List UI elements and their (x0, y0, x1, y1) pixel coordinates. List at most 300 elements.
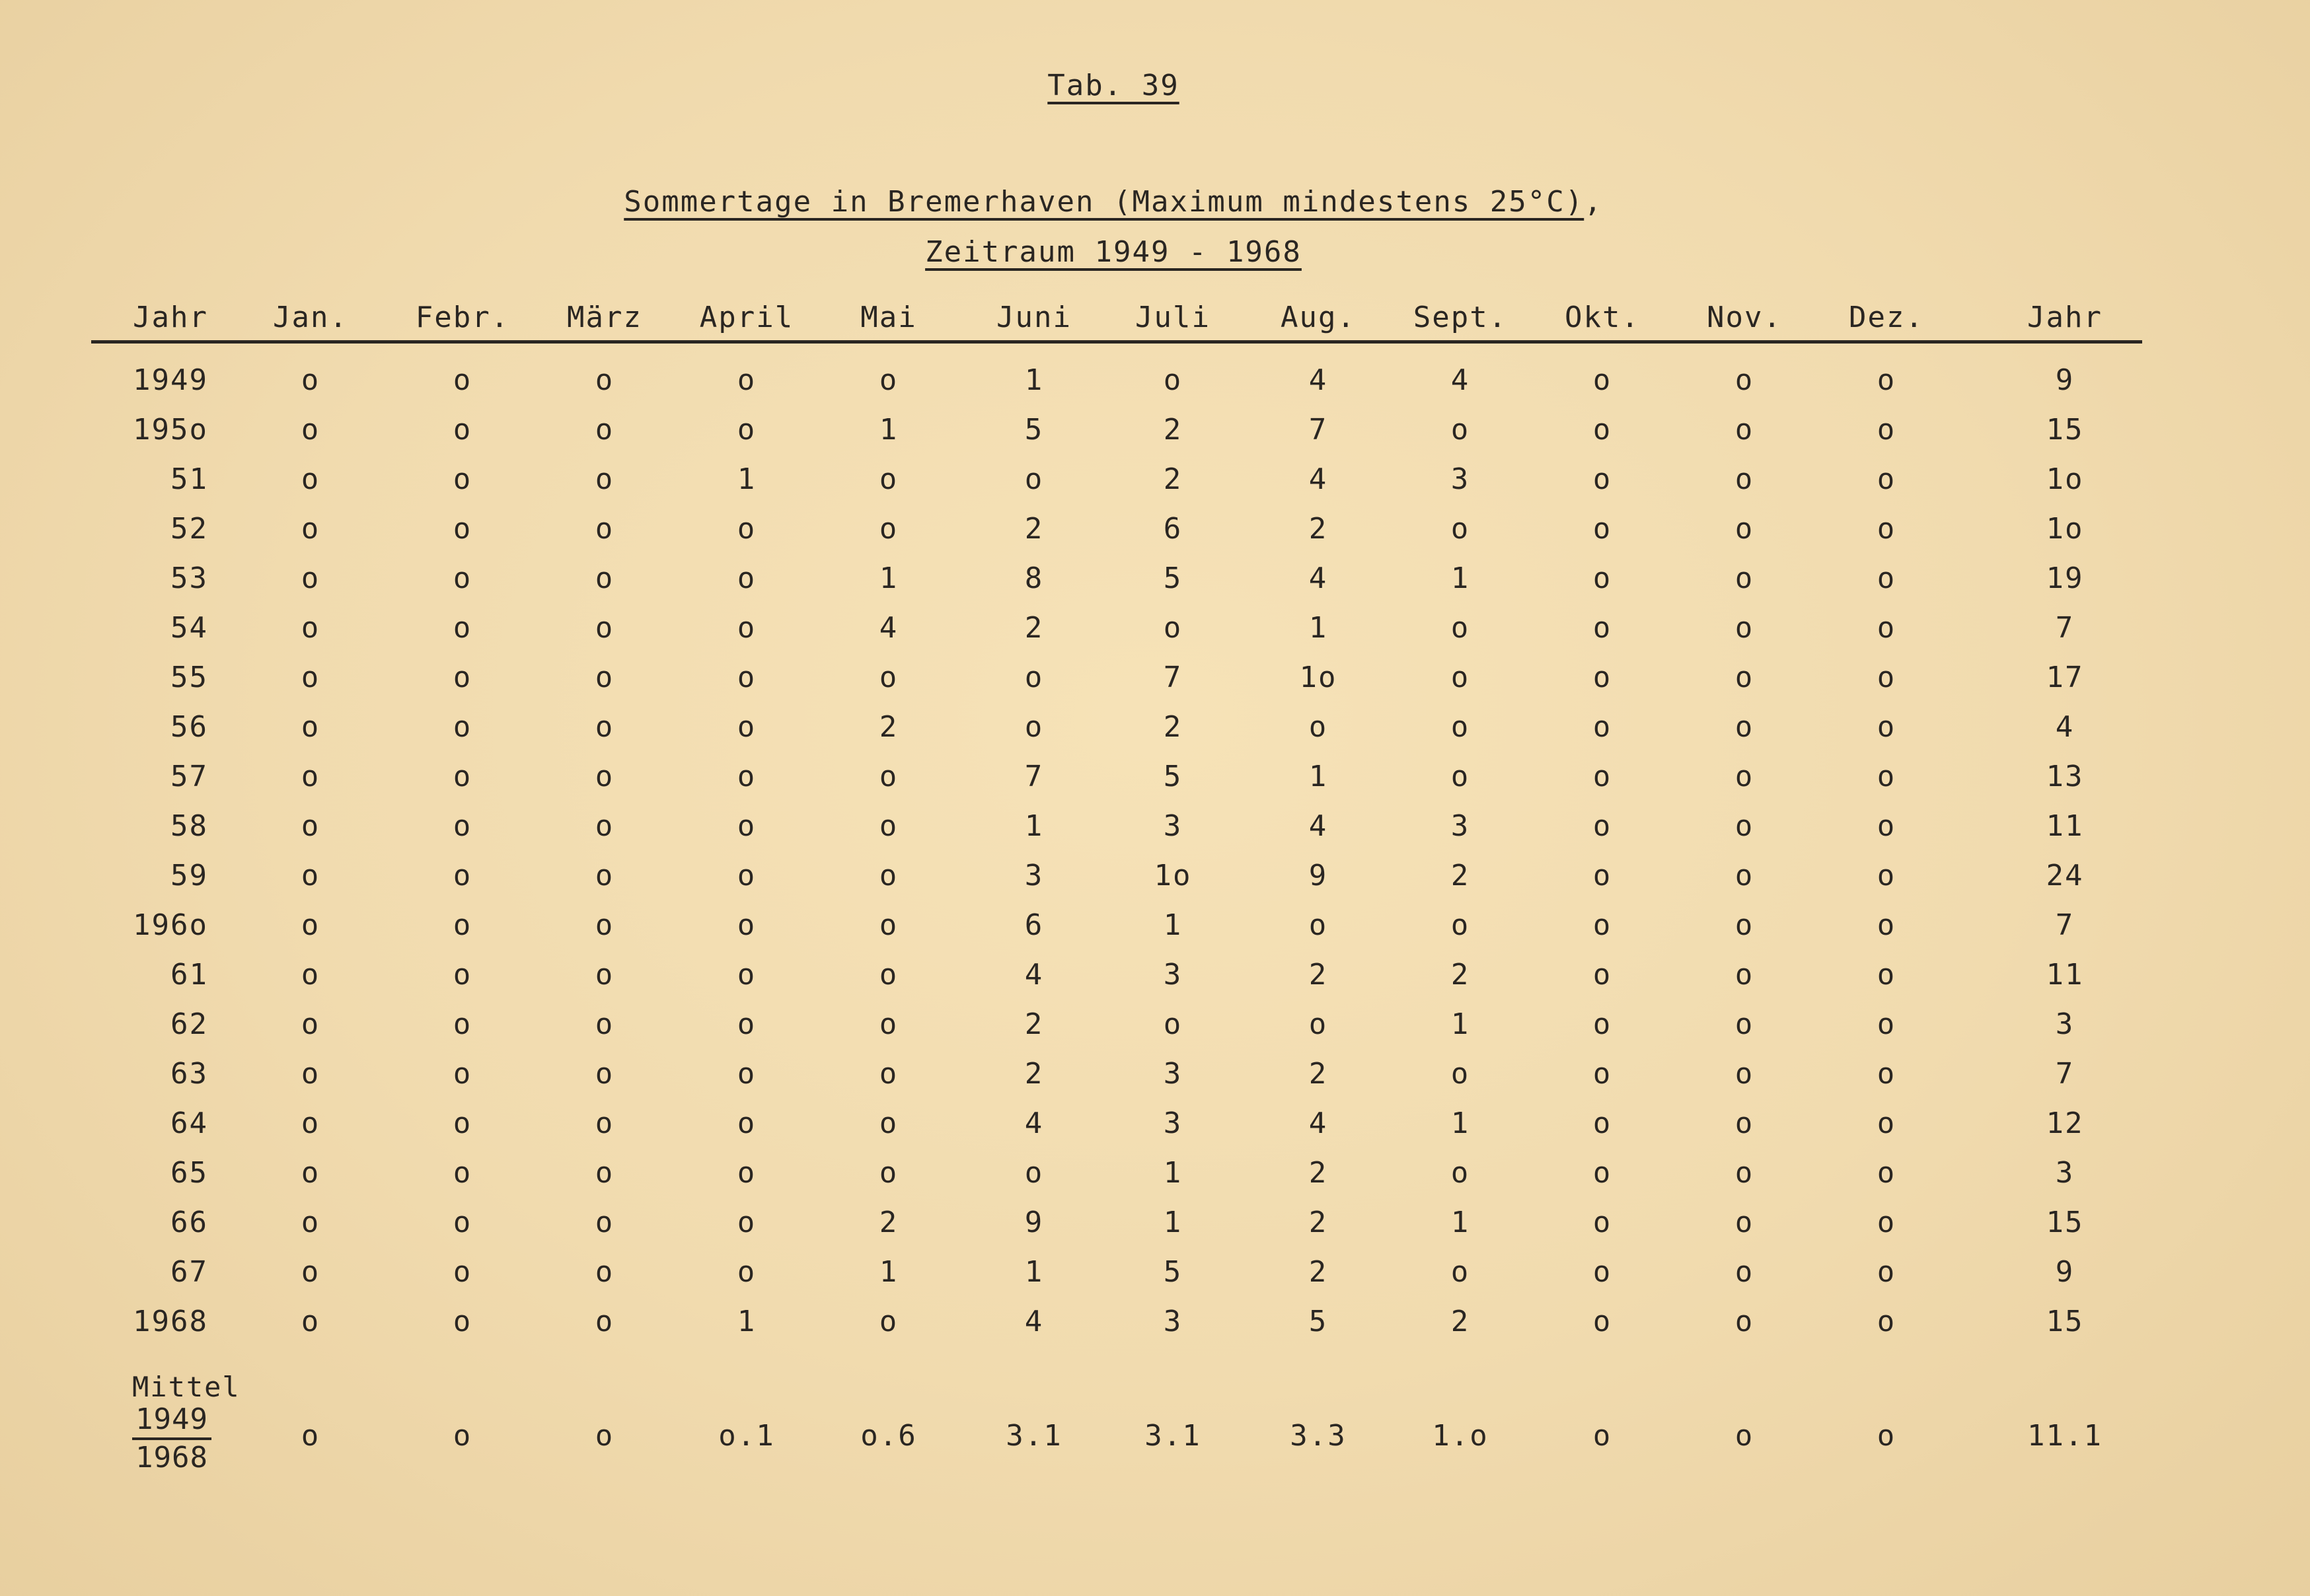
table-cell: o (1734, 462, 1754, 496)
table-cell: 3 (1163, 809, 1183, 843)
column-header: Nov. (1707, 301, 1782, 334)
table-cell: 9 (1308, 859, 1328, 892)
table-cell: 1 (1450, 1106, 1470, 1140)
table-cell: o (1734, 413, 1754, 447)
table-cell: 1 (1163, 908, 1183, 942)
table-cell: o (1450, 1057, 1470, 1091)
table-title-comma: , (1584, 185, 1603, 219)
table-cell: o (1592, 958, 1612, 992)
table-cell: o (595, 661, 615, 694)
table-cell: o (453, 1255, 472, 1289)
mittel-cell: o (1592, 1419, 1612, 1453)
table-cell: o (737, 1156, 757, 1190)
column-header: Juni (996, 301, 1072, 334)
table-cell: 8 (1024, 562, 1044, 595)
table-cell: o (1877, 462, 1896, 496)
table-cell: o (453, 1057, 472, 1091)
column-header: Juli (1135, 301, 1211, 334)
table-cell: 2 (1024, 611, 1044, 645)
table-cell: o (595, 710, 615, 744)
table-cell: 2 (1024, 1057, 1044, 1091)
table-cell: o (1734, 1007, 1754, 1041)
row-year: 55 (170, 661, 208, 694)
row-year: 61 (170, 958, 208, 992)
table-cell: o (1877, 908, 1896, 942)
table-cell: 9 (2055, 1255, 2075, 1289)
table-cell: 2 (1308, 1255, 1328, 1289)
table-cell: o (1163, 363, 1183, 397)
table-cell: o (1734, 611, 1754, 645)
table-cell: 11 (2046, 958, 2084, 992)
column-header: Jahr (2027, 301, 2103, 334)
table-cell: o (1877, 512, 1896, 546)
table-cell: o (595, 512, 615, 546)
table-cell: o (453, 1007, 472, 1041)
row-year: 195o (133, 413, 208, 447)
table-title-line2: Zeitraum 1949 - 1968 (925, 235, 1302, 269)
table-cell: 2 (1308, 1206, 1328, 1239)
table-cell: 1 (1450, 1007, 1470, 1041)
table-cell: 3 (1450, 462, 1470, 496)
table-cell: o (301, 760, 320, 793)
table-cell: 4 (1024, 1305, 1044, 1338)
table-cell: o (301, 1305, 320, 1338)
table-title-line1 (0, 185, 2227, 219)
table-cell: o (453, 413, 472, 447)
table-cell: 11 (2046, 809, 2084, 843)
table-cell: o (1450, 1255, 1470, 1289)
table-cell: o (1592, 1305, 1612, 1338)
table-cell: o (1024, 462, 1044, 496)
table-cell: o (1450, 661, 1470, 694)
mittel-cell: o (1734, 1419, 1754, 1453)
table-cell: o (453, 363, 472, 397)
table-cell: o (879, 859, 899, 892)
table-cell: o (453, 1206, 472, 1239)
table-cell: 3 (1024, 859, 1044, 892)
mittel-cell: 3.3 (1290, 1419, 1347, 1453)
table-cell: 4 (1308, 1106, 1328, 1140)
mittel-cell: o (453, 1419, 472, 1453)
table-cell: o (1024, 661, 1044, 694)
table-cell: o (1592, 1007, 1612, 1041)
table-cell: o (301, 958, 320, 992)
table-cell: 24 (2046, 859, 2084, 892)
table-cell: o (1877, 661, 1896, 694)
table-cell: 2 (1308, 512, 1328, 546)
table-cell: o (1877, 1057, 1896, 1091)
table-cell: o (1877, 859, 1896, 892)
table-cell: o (879, 809, 899, 843)
table-cell: 19 (2046, 562, 2084, 595)
table-cell: o (301, 1255, 320, 1289)
table-cell: o (1024, 710, 1044, 744)
row-year: 67 (170, 1255, 208, 1289)
table-cell: o (595, 958, 615, 992)
table-cell: 1 (737, 462, 757, 496)
table-cell: o (301, 1106, 320, 1140)
table-cell: o (737, 958, 757, 992)
table-cell: o (1592, 562, 1612, 595)
table-cell: o (1734, 1156, 1754, 1190)
table-cell: 2 (1308, 1057, 1328, 1091)
table-cell: 1 (1450, 1206, 1470, 1239)
column-header: Okt. (1565, 301, 1640, 334)
table-cell: 4 (1024, 958, 1044, 992)
table-cell: 4 (1308, 562, 1328, 595)
table-cell: o (1592, 462, 1612, 496)
table-cell: 7 (1024, 760, 1044, 793)
table-cell: o (595, 1057, 615, 1091)
table-cell: 5 (1163, 1255, 1183, 1289)
table-cell: o (1877, 1206, 1896, 1239)
row-year: 62 (170, 1007, 208, 1041)
table-cell: 2 (1163, 413, 1183, 447)
row-year: 1949 (133, 363, 208, 397)
table-cell: 3 (1163, 1305, 1183, 1338)
table-cell: 2 (1308, 1156, 1328, 1190)
mittel-cell: o (301, 1419, 320, 1453)
table-cell: o (301, 809, 320, 843)
table-cell: o (1877, 562, 1896, 595)
mittel-cell: 3.1 (1006, 1419, 1062, 1453)
table-cell: o (879, 661, 899, 694)
table-cell: 1 (1024, 363, 1044, 397)
table-cell: 1 (1450, 562, 1470, 595)
table-cell: 1 (1024, 809, 1044, 843)
column-header: Mai (860, 301, 917, 334)
table-cell: o (453, 611, 472, 645)
table-cell: 6 (1024, 908, 1044, 942)
row-year: 51 (170, 462, 208, 496)
table-cell: o (1450, 413, 1470, 447)
column-header: April (699, 301, 794, 334)
table-cell: o (1734, 1305, 1754, 1338)
table-cell: o (301, 462, 320, 496)
table-cell: o (1592, 1106, 1612, 1140)
table-cell: o (595, 760, 615, 793)
table-cell: o (595, 809, 615, 843)
table-cell: o (1450, 760, 1470, 793)
table-cell: 4 (1308, 809, 1328, 843)
table-cell: 3 (2055, 1156, 2075, 1190)
table-cell: o (453, 908, 472, 942)
table-cell: o (453, 1156, 472, 1190)
table-cell: 7 (1308, 413, 1328, 447)
mittel-period-from: 1949 (132, 1402, 211, 1440)
table-cell: o (453, 958, 472, 992)
mittel-period-to: 1968 (135, 1441, 208, 1474)
table-cell: 5 (1308, 1305, 1328, 1338)
mittel-cell: o.1 (718, 1419, 775, 1453)
table-cell: o (879, 908, 899, 942)
table-cell: o (595, 1106, 615, 1140)
table-cell: o (1734, 1057, 1754, 1091)
table-cell: 2 (1163, 710, 1183, 744)
table-cell: o (453, 462, 472, 496)
row-year: 66 (170, 1206, 208, 1239)
table-number: Tab. 39 (1047, 69, 1179, 102)
table-cell: 5 (1024, 413, 1044, 447)
table-cell: o (301, 1206, 320, 1239)
table-cell: o (879, 958, 899, 992)
table-cell: o (301, 908, 320, 942)
table-cell: o (1592, 661, 1612, 694)
table-cell: o (453, 760, 472, 793)
table-cell: o (1877, 958, 1896, 992)
table-cell: o (1592, 611, 1612, 645)
table-cell: 15 (2046, 413, 2084, 447)
table-cell: o (879, 1305, 899, 1338)
table-cell: o (737, 760, 757, 793)
table-cell: o (1592, 413, 1612, 447)
table-cell: o (1592, 908, 1612, 942)
table-cell: o (737, 859, 757, 892)
table-cell: o (595, 1007, 615, 1041)
table-cell: o (879, 1007, 899, 1041)
table-cell: 2 (1450, 859, 1470, 892)
table-cell: o (595, 1206, 615, 1239)
table-cell: 4 (1308, 363, 1328, 397)
table-cell: o (737, 363, 757, 397)
table-cell: o (1450, 611, 1470, 645)
table-cell: o (737, 661, 757, 694)
table-cell: o (1450, 512, 1470, 546)
table-cell: o (595, 562, 615, 595)
table-cell: o (1734, 562, 1754, 595)
mittel-cell: 11.1 (2027, 1419, 2103, 1453)
table-cell: o (1024, 1156, 1044, 1190)
mittel-period (132, 1402, 211, 1476)
table-cell: o (453, 562, 472, 595)
table-cell: o (1877, 1007, 1896, 1041)
table-cell: o (1592, 710, 1612, 744)
table-cell: 2 (1024, 512, 1044, 546)
table-cell: 12 (2046, 1106, 2084, 1140)
table-cell: o (301, 413, 320, 447)
table-cell: o (737, 512, 757, 546)
table-cell: o (1734, 1206, 1754, 1239)
table-cell: o (301, 1156, 320, 1190)
table-cell: o (1734, 661, 1754, 694)
table-cell: o (1877, 809, 1896, 843)
table-cell: o (737, 809, 757, 843)
table-cell: o (1734, 859, 1754, 892)
table-cell: o (1163, 1007, 1183, 1041)
table-cell: o (1450, 1156, 1470, 1190)
table-cell: 6 (1163, 512, 1183, 546)
table-cell: o (301, 661, 320, 694)
table-cell: 3 (1450, 809, 1470, 843)
column-header: Sept. (1413, 301, 1508, 334)
table-cell: o (737, 413, 757, 447)
table-cell: o (595, 363, 615, 397)
table-cell: 2 (1450, 1305, 1470, 1338)
table-cell: 4 (1450, 363, 1470, 397)
table-cell: 1 (1308, 611, 1328, 645)
mittel-cell: o (1877, 1419, 1896, 1453)
column-header: Jan. (273, 301, 348, 334)
table-cell: o (453, 859, 472, 892)
table-cell: o (737, 908, 757, 942)
column-header: März (567, 301, 642, 334)
table-cell: 1 (879, 413, 899, 447)
table-cell: 2 (879, 710, 899, 744)
table-cell: o (737, 1206, 757, 1239)
table-cell: o (1877, 710, 1896, 744)
table-cell: o (1877, 760, 1896, 793)
table-cell: o (1734, 1106, 1754, 1140)
table-cell: o (595, 1156, 615, 1190)
row-year: 1968 (133, 1305, 208, 1338)
table-cell: 1o (1154, 859, 1192, 892)
table-cell: o (1734, 1255, 1754, 1289)
table-cell: o (879, 512, 899, 546)
table-cell: o (1308, 710, 1328, 744)
table-cell: o (1734, 908, 1754, 942)
row-year: 56 (170, 710, 208, 744)
table-cell: o (1877, 1106, 1896, 1140)
mittel-cell: 3.1 (1144, 1419, 1201, 1453)
table-cell: 2 (1163, 462, 1183, 496)
table-cell: o (1734, 710, 1754, 744)
table-cell: 15 (2046, 1206, 2084, 1239)
table-cell: o (1734, 809, 1754, 843)
table-cell: o (595, 908, 615, 942)
table-cell: o (1734, 512, 1754, 546)
table-cell: o (453, 809, 472, 843)
table-cell: 4 (1308, 462, 1328, 496)
table-cell: 1o (2046, 462, 2084, 496)
table-cell: o (453, 710, 472, 744)
table-cell: o (595, 611, 615, 645)
table-cell: o (1592, 512, 1612, 546)
table-cell: o (1450, 710, 1470, 744)
table-cell: o (1592, 1057, 1612, 1091)
table-cell: o (1592, 363, 1612, 397)
table-cell: o (1592, 1255, 1612, 1289)
table-cell: o (453, 661, 472, 694)
table-cell: o (453, 1106, 472, 1140)
column-header: Aug. (1281, 301, 1356, 334)
table-cell: o (301, 1057, 320, 1091)
row-year: 58 (170, 809, 208, 843)
row-year: 59 (170, 859, 208, 892)
row-year: 63 (170, 1057, 208, 1091)
table-cell: o (1592, 760, 1612, 793)
table-cell: 2 (1450, 958, 1470, 992)
mittel-cell: 1.o (1432, 1419, 1489, 1453)
table-cell: o (1592, 859, 1612, 892)
table-cell: o (1592, 809, 1612, 843)
table-cell: o (1592, 1206, 1612, 1239)
column-header: Febr. (415, 301, 510, 334)
table-cell: o (879, 462, 899, 496)
table-cell: o (301, 710, 320, 744)
table-cell: o (1308, 908, 1328, 942)
table-cell: 2 (879, 1206, 899, 1239)
table-cell: o (737, 710, 757, 744)
table-cell: o (595, 859, 615, 892)
table-cell: 1 (879, 562, 899, 595)
table-cell: o (1163, 611, 1183, 645)
table-cell: 5 (1163, 760, 1183, 793)
table-cell: o (879, 363, 899, 397)
mittel-cell: o.6 (860, 1419, 917, 1453)
table-cell: o (301, 611, 320, 645)
table-cell: o (301, 1007, 320, 1041)
table-cell: 1 (1163, 1156, 1183, 1190)
column-header: Dez. (1849, 301, 1924, 334)
table-cell: 9 (2055, 363, 2075, 397)
row-year: 57 (170, 760, 208, 793)
table-cell: o (879, 760, 899, 793)
table-cell: 4 (879, 611, 899, 645)
table-cell: o (301, 859, 320, 892)
table-cell: o (1592, 1156, 1612, 1190)
table-cell: o (453, 512, 472, 546)
row-year: 64 (170, 1106, 208, 1140)
table-cell: 7 (2055, 1057, 2075, 1091)
row-year: 196o (133, 908, 208, 942)
table-cell: 3 (1163, 1057, 1183, 1091)
table-cell: 2 (1308, 958, 1328, 992)
row-year: 52 (170, 512, 208, 546)
table-cell: o (595, 413, 615, 447)
row-year: 54 (170, 611, 208, 645)
table-cell: o (1450, 908, 1470, 942)
table-cell: 3 (1163, 1106, 1183, 1140)
table-cell: o (737, 1007, 757, 1041)
table-cell: o (1877, 363, 1896, 397)
table-cell: o (737, 1057, 757, 1091)
table-cell: o (301, 363, 320, 397)
table-cell: 7 (2055, 908, 2075, 942)
mittel-label: Mittel (132, 1371, 241, 1403)
table-cell: 1o (1299, 661, 1337, 694)
table-cell: 7 (2055, 611, 2075, 645)
table-title-text: Sommertage in Bremerhaven (Maximum mindestens 25°C) (624, 185, 1584, 219)
table-cell: 7 (1163, 661, 1183, 694)
table-cell: o (301, 562, 320, 595)
table-cell: o (1877, 413, 1896, 447)
table-cell: 1 (1308, 760, 1328, 793)
table-cell: 4 (2055, 710, 2075, 744)
table-cell: o (301, 512, 320, 546)
table-cell: o (737, 562, 757, 595)
row-year: 53 (170, 562, 208, 595)
table-cell: 3 (1163, 958, 1183, 992)
table-cell: 5 (1163, 562, 1183, 595)
table-cell: o (595, 1305, 615, 1338)
table-cell: o (879, 1057, 899, 1091)
table-cell: 15 (2046, 1305, 2084, 1338)
table-cell: o (453, 1305, 472, 1338)
table-cell: o (879, 1106, 899, 1140)
table-cell: 1 (737, 1305, 757, 1338)
table-cell: 2 (1024, 1007, 1044, 1041)
table-cell: 17 (2046, 661, 2084, 694)
table-cell: o (595, 1255, 615, 1289)
table-cell: o (737, 1106, 757, 1140)
table-cell: 1 (1163, 1206, 1183, 1239)
table-cell: 1 (1024, 1255, 1044, 1289)
column-header: Jahr (133, 301, 208, 334)
mittel-cell: o (595, 1419, 615, 1453)
table-cell: 9 (1024, 1206, 1044, 1239)
table-cell: o (879, 1156, 899, 1190)
table-cell: 13 (2046, 760, 2084, 793)
